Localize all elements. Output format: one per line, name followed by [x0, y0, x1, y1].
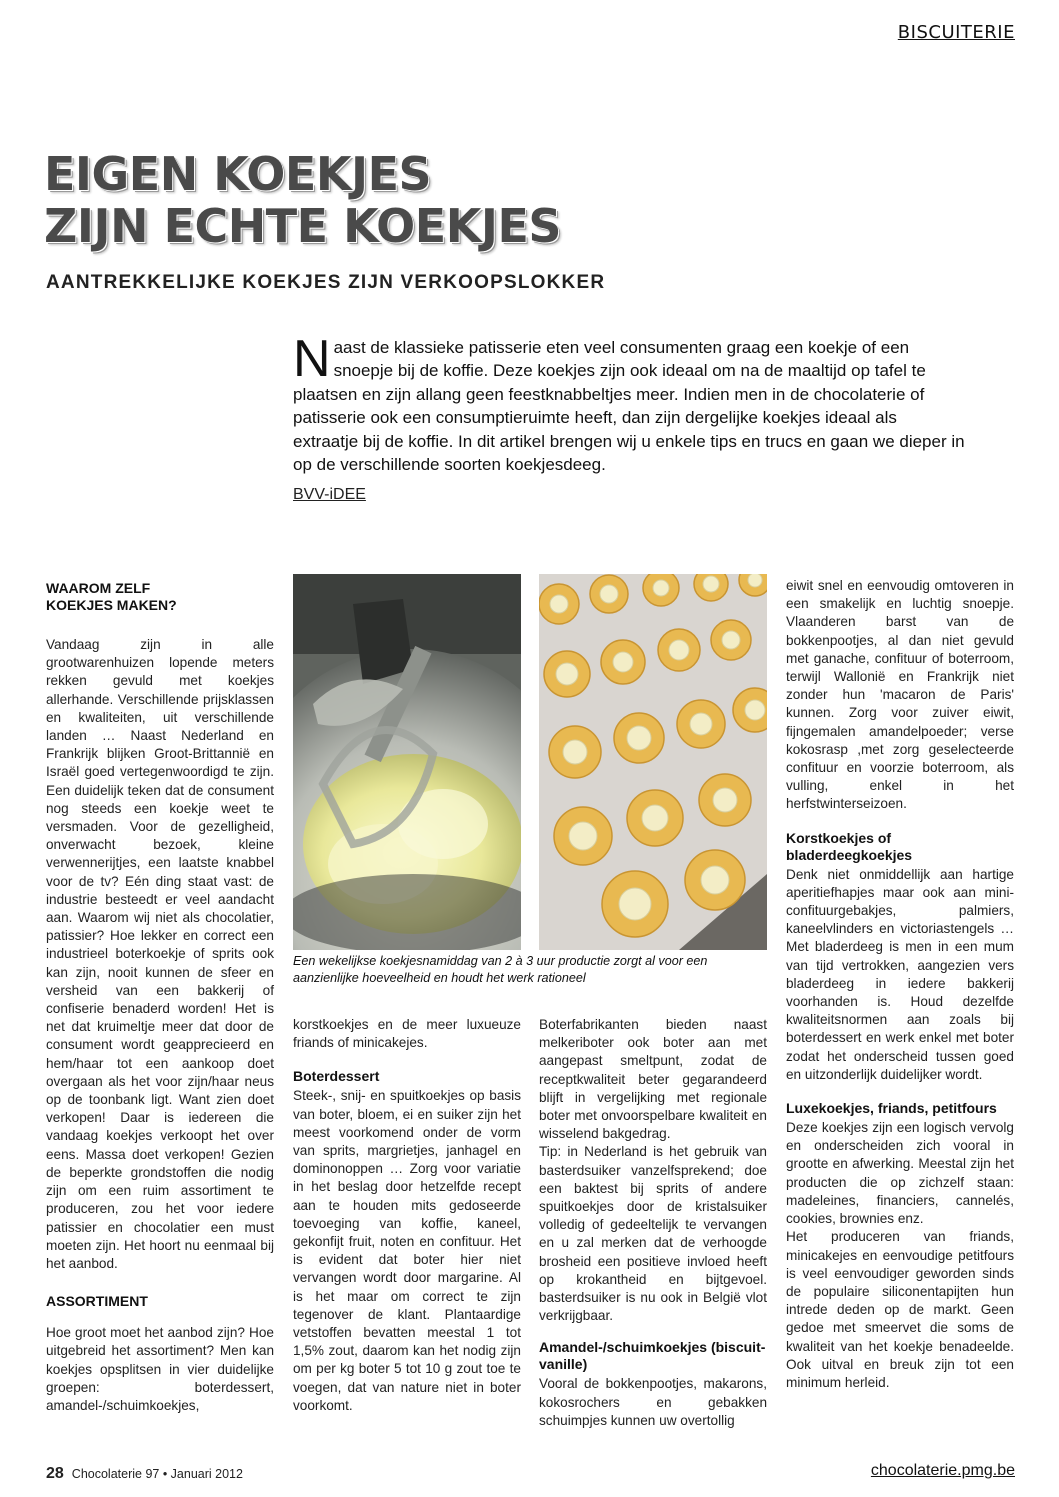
heading-amandel: Amandel-/schuimkoekjes (biscuit-vanille)	[539, 1339, 766, 1373]
footer-website-link[interactable]: chocolaterie.pmg.be	[870, 1462, 1015, 1479]
paragraph: eiwit snel en eenvoudig omtoveren in een smakelijk en luchtig snoepje. Vlaanderen barst van de bokkenpootjes, al dan niet gevuld met ganache, confituur of boterroom, terwijl Wallonië en Frankrijk niet zonder hun 'macaron de Paris' kunnen. Zorg voor zuiver eiwit, fijngemalen amandelpoeder; verse kokosrasp ,met zorg geselecteerde confituur en voorzie boterroom, als vulling, enkel in het herfstwinterseizoen.	[786, 578, 1014, 812]
paragraph: Vandaag zijn in alle grootwarenhuizen lopende meters rekken gevuld met koekjes allerhande. Verschillende prijsklassen en kwaliteiten, uit verschillende landen … Naast Nederland en Frankrijk blijken Groot-Brittannië en Israël goed vertegenwoordigd te zijn. Een duidelijk teken dat de consument nog steeds een koekje weet te versmaden. Voor de gezelligheid, onverwacht bezoek, kleine verwennerijtjes, een laatste knabbel voor de tv? Eén ding staat vast: de industrie besteedt er veel aandacht aan. Waarom wij niet als chocolatier, patissier? Hoe lekker en correct een industrieel boterkoekje of sprits ook kan zijn, nooit kunnen de sfeer en versheid van een bakkerij of confiserie benaderd worden! Het is net dat kruimeltje meer dat door de consument wordt geapprecieerd en hem/haar tot een aankoop doet overgaan als het voor zijn/haar neus op de toonbank ligt. Want zien doet verkopen! Daar is iedereen die vandaag koekjes verkoopt het over eens. Massa doet verkopen! Gezien de beperkte grondstoffen die nodig zijn om een ruim assortiment te produceren, zou het voor iedere patissier en chocolatier een must moeten zijn. Het hoort nu eenmaal bij het aanbod.	[46, 637, 274, 1271]
subheadline: AANTREKKELIJKE KOEKJES ZIJN VERKOOPSLOKKER	[46, 272, 606, 293]
column-1	[46, 580, 274, 1415]
cookies-tray-photo	[539, 574, 767, 950]
column-2	[293, 1016, 521, 1415]
paragraph: korstkoekjes en de meer luxueuze friands of minicakejes.	[293, 1017, 521, 1051]
heading-waarom: WAAROM ZELF KOEKJES MAKEN?	[46, 580, 177, 613]
paragraph: Boterfabrikanten bieden naast melkeriboter ook boter aan met aangepast smeltpunt, zodat de receptkwaliteit beter gegarandeerd blijft in vergelijking met regionale boter met onvoorspelbare kwaliteit en wisselend bakgedrag.	[539, 1017, 767, 1142]
heading-assortiment: ASSORTIMENT	[46, 1293, 148, 1310]
paragraph: Het produceren van friands, minicakejes en eenvoudige petitfours is veel eenvoudiger geworden sinds de populaire siliconentapijten hun intrede deden op de markt. Geen gedoe met smeervet die soms de kwaliteit van het koekje benadeelde. Ook uitval en breuk zijn tot een minimum herleid.	[786, 1229, 1014, 1390]
intro-text: aast de klassieke patisserie eten veel consumenten graag een koekje of een snoepje bij de koffie. Deze koekjes zijn ook ideaal om na de maaltijd op tafel te plaatsen en zijn allang geen feestknabbeltjes meer. Indien men in de chocolaterie of patisserie ook een consumptieruimte heeft, dan zijn dergelijke koekjes ideaal als extraatje bij de koffie. In dit artikel brengen wij u enkele tips en trucs en gaan we dieper in op de verschillende soorten koekjesdeeg.	[293, 338, 965, 475]
paragraph: Denk niet onmiddellijk aan hartige aperitiefhapjes maar ook aan mini-confituurgebakjes, palmiers, kaneelvlinders en victoriastengels … Met bladerdeeg is men in een mum van tijd vertrokken, aangezien vers bladerdeeg in iedere bakkerij voorhanden is. Houd dezelfde kwaliteitsnormen aan zoals bij boterdessert en werk enkel met boter zodat het onderscheid tussen goed en uitzonderlijk duidelijker wordt.	[786, 866, 1014, 1082]
paragraph: Tip: in Nederland is het gebruik van basterdsuiker vanzelfsprekend; doe een baktest bij sprits of andere spuitkoekjes door de kristalsuiker volledig of gedeeltelijk te vervangen en u zal merken dat de verhoogde brosheid een positieve invloed heeft op krokantheid en bijtgevoel. basterdsuiker is nu ook in België vlot verkrijgbaar.	[539, 1144, 767, 1324]
column-3	[539, 1016, 767, 1430]
photo-caption: Een wekelijkse koekjesnamiddag van 2 à 3 uur productie zorgt al voor een aanzienlijke hoeveelheid en houdt het werk rationeel	[293, 954, 708, 985]
byline: BVV-iDEE	[293, 486, 366, 503]
headline-line-1: EIGEN KOEKJES	[44, 147, 432, 201]
cookies-tray-illustration	[539, 574, 767, 950]
issue-info: Chocolaterie 97 • Januari 2012	[71, 1467, 243, 1481]
heading-boterdessert: Boterdessert	[293, 1068, 380, 1085]
mixer-photo	[293, 574, 521, 950]
column-4	[786, 577, 1014, 1392]
footer-issue	[46, 1465, 243, 1483]
heading-korstkoekjes: Korstkoekjes of bladerdeegkoekjes	[786, 829, 913, 863]
paragraph: Vooral de bokkenpootjes, makarons, kokosrochers en gebakken schuimpjes kunnen uw overtollig	[539, 1376, 767, 1428]
intro-paragraph	[293, 330, 965, 476]
page-number: 28	[46, 1465, 64, 1482]
paragraph: Deze koekjes zijn een logisch vervolg en onderscheiden zich vooral in grootte en afwerking. Meestal zijn het producten die op zichzelf staan: madeleines, financiers, cannelés, cookies, brownies enz.	[786, 1120, 1014, 1227]
paragraph: Steek-, snij- en spuitkoekjes op basis van boter, bloem, ei en suiker zijn het meest voorkomend onder de vorm van sprits, margrietjes, janhagel en dominonoppen … Zorg voor variatie in het beslag door hetzelfde recept aan te houden mits gedoseerde toevoeging van koffie, kaneel, gekonfijt fruit, noten en confituur. Het is evident dat boter hier niet vervangen wordt door margarine. Al is het maar om correct te zijn tegenover de klant. Plantaardige vetstoffen bevatten meestal 1 tot 1,5% zout, daarom kan het nodig zijn om per kg boter 5 tot 10 g zout toe te voegen, dat van nature niet in boter voorkomt.	[293, 1088, 521, 1413]
section-label: BISCUITERIE	[897, 22, 1015, 43]
headline-line-2: ZIJN ECHTE KOEKJES	[44, 199, 562, 253]
paragraph: Hoe groot moet het aanbod zijn? Hoe uitgebreid het assortiment? Men kan koekjes opsplitsen in vier duidelijke groepen: boterdessert, amandel-/schuimkoekjes,	[46, 1325, 274, 1413]
drop-cap: N	[293, 330, 331, 388]
mixer-illustration	[293, 574, 521, 950]
headline	[44, 148, 744, 252]
heading-luxekoekjes: Luxekoekjes, friands, petitfours	[786, 1100, 997, 1117]
